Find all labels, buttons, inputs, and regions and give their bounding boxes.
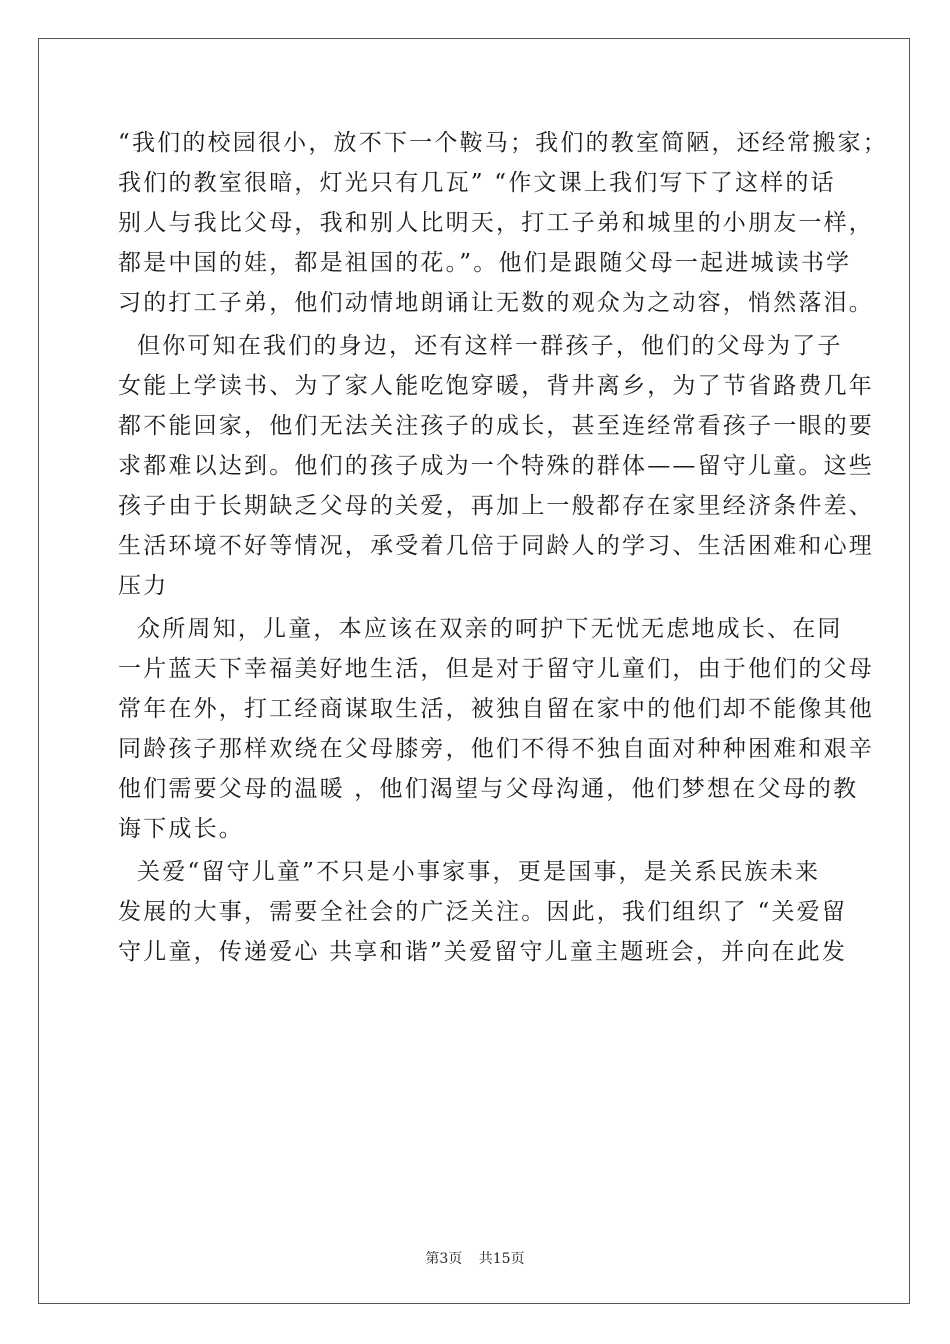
paragraph-1 [118, 123, 888, 323]
text-line: 守儿童，传递爱心 共享和谐”关爱留守儿童主题班会，并向在此发 [118, 939, 848, 965]
text-line: 女能上学读书、为了家人能吃饱穿暖，背井离乡，为了节省路费几年 [118, 373, 874, 399]
document-body [118, 123, 888, 972]
page-footer [0, 1248, 950, 1268]
text-line: 都不能回家，他们无法关注孩子的成长，甚至连经常看孩子一眼的要 [118, 413, 874, 439]
text-line: “我们的校园很小，放不下一个鞍马；我们的教室简陋，还经常搬家； [118, 130, 888, 156]
text-line: 诲下成长。 [118, 816, 244, 842]
text-line: 一片蓝天下幸福美好地生活，但是对于留守儿童们，由于他们的父母 [118, 656, 874, 682]
text-line: 他们需要父母的温暖 ，他们渴望与父母沟通，他们梦想在父母的教 [118, 776, 859, 802]
text-line: 同龄孩子那样欢绕在父母膝旁，他们不得不独自面对种种困难和艰辛 [118, 736, 874, 762]
text-line: 关爱“留守儿童”不只是小事家事，更是国事，是关系民族未来 [118, 859, 821, 885]
page-number: 第3页 [425, 1251, 463, 1267]
text-line: 别人与我比父母，我和别人比明天，打工子弟和城里的小朋友一样， [118, 210, 874, 236]
text-line: 求都难以达到。他们的孩子成为一个特殊的群体——留守儿童。这些 [118, 453, 874, 479]
page-total: 共15页 [478, 1251, 525, 1267]
paragraph-3 [118, 609, 874, 849]
text-line: 发展的大事，需要全社会的广泛关注。因此，我们组织了 “关爱留 [118, 899, 848, 925]
paragraph-2 [118, 326, 874, 606]
text-line: 但你可知在我们的身边，还有这样一群孩子，他们的父母为了子 [118, 333, 843, 359]
text-line: 我们的教室很暗，灯光只有几瓦” “作文课上我们写下了这样的话 [118, 170, 836, 196]
text-line: 习的打工子弟，他们动情地朗诵让无数的观众为之动容，悄然落泪。 [118, 290, 874, 316]
text-line: 众所周知，儿童，本应该在双亲的呵护下无忧无虑地成长、在同 [118, 616, 843, 642]
text-line: 孩子由于长期缺乏父母的关爱，再加上一般都存在家里经济条件差、 [118, 493, 874, 519]
paragraph-4 [118, 852, 848, 972]
text-line: 常年在外，打工经商谋取生活，被独自留在家中的他们却不能像其他 [118, 696, 874, 722]
text-line: 压力 [118, 573, 169, 599]
text-line: 生活环境不好等情况，承受着几倍于同龄人的学习、生活困难和心理 [118, 533, 874, 559]
text-line: 都是中国的娃，都是祖国的花。”。他们是跟随父母一起进城读书学 [118, 250, 852, 276]
